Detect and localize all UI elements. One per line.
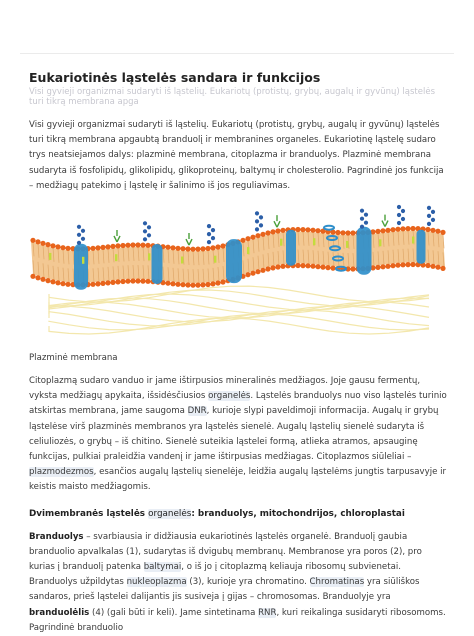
glycan-unit — [255, 227, 259, 231]
glycan-unit — [427, 222, 431, 226]
glycan-unit — [397, 221, 401, 225]
cholesterol — [379, 239, 381, 246]
lipid-head — [60, 281, 65, 286]
lipid-head — [425, 227, 430, 232]
glycan-unit — [207, 240, 211, 244]
link-nukleoplazma[interactable]: nukleoplazma — [126, 577, 187, 588]
lipid-head — [200, 282, 205, 287]
lipid-head — [405, 262, 410, 267]
lipid-head — [260, 268, 265, 273]
lipid-head — [180, 246, 185, 251]
membrane-protein — [152, 244, 163, 284]
lipid-head — [345, 230, 350, 235]
lipid-head — [395, 263, 400, 268]
cytoplasm-paragraph: Citoplazmą sudaro vanduo ir jame ištirpusios mineralinės medžiagos. Joje gausu fermentų, vyksta medžiagų apykaita, išsidėsčiusios organelės. Ląstelės branduolys nuo viso ląstelės turinio atskirtas membrana, jame saugoma DNR, kurioje slypi paveldimoji informacija. Augalų ir grybų ląstelėse virš plazminės membranos yra ląstelės sienelė. Augalų ląstelių sienelė sudaryta iš celiuliozės, o grybų – iš chitino. Sienelė suteikia ląstelei formą, atlieka atramos, apsauginę funkcijas, pulkiai praleidžia vandenį ir jame ištirpusias medžiagas. Citoplazmos siūleliai – plazmodezmos, esančios augalų ląstelių sienelėje, leidžia augalų ląstelėms jungtis tarpusavyje ir keistis maisto medžiagomis. — [29, 376, 447, 493]
lipid-head — [185, 246, 190, 251]
lipid-head — [45, 242, 50, 247]
glycolipid — [274, 215, 280, 227]
lipid-head — [315, 228, 320, 233]
lipid-head — [170, 281, 175, 286]
glycolipid — [186, 233, 192, 245]
lipid-head — [40, 241, 45, 246]
lipid-head — [245, 236, 250, 241]
lipid-head — [115, 243, 120, 248]
lipid-head — [140, 279, 145, 284]
lipid-head — [110, 280, 115, 285]
lipid-head — [125, 243, 130, 248]
cholesterol — [82, 257, 84, 264]
lipid-head — [250, 271, 255, 276]
lipid-head — [40, 277, 45, 282]
cholesterol — [247, 247, 249, 254]
lipid-head — [400, 226, 405, 231]
cholesterol — [49, 253, 51, 260]
cholesterol — [148, 253, 150, 260]
glycan-unit — [255, 219, 259, 223]
link-rnr[interactable]: RNR — [258, 607, 277, 618]
lipid-head — [175, 282, 180, 287]
lipid-head — [435, 265, 440, 270]
lipid-head — [375, 229, 380, 234]
link-dnr[interactable]: DNR — [187, 406, 207, 417]
glycan-unit — [143, 221, 147, 225]
membrane-protein — [226, 239, 242, 283]
lipid-head — [430, 228, 435, 233]
cholesterol — [115, 254, 117, 261]
membrane-protein — [357, 227, 372, 275]
lipid-head — [130, 278, 135, 283]
glycan-unit — [147, 225, 151, 229]
cholesterol — [280, 239, 282, 246]
glycan-unit — [207, 232, 211, 236]
lipid-head — [205, 282, 210, 287]
lipid-head — [260, 232, 265, 237]
lipid-head — [210, 281, 215, 286]
cholesterol — [313, 238, 315, 245]
lipid-head — [245, 272, 250, 277]
lipid-head — [375, 265, 380, 270]
glycan-unit — [259, 223, 263, 227]
lipid-head — [310, 264, 315, 269]
lipid-head — [350, 230, 355, 235]
lipid-head — [135, 242, 140, 247]
glycan-unit — [401, 209, 405, 213]
lipid-head — [90, 246, 95, 251]
lipid-head — [200, 246, 205, 251]
lipid-head — [250, 235, 255, 240]
lipid-head — [385, 264, 390, 269]
cytoskeleton-filament — [49, 306, 429, 322]
glycan-unit — [81, 237, 85, 241]
lipid-head — [165, 281, 170, 286]
lipid-head — [190, 283, 195, 288]
lipid-head — [295, 263, 300, 268]
lipid-head — [215, 280, 220, 285]
lipid-head — [310, 228, 315, 233]
lipid-head — [305, 227, 310, 232]
link-organeles-heading[interactable]: organelės — [148, 508, 192, 519]
glycan-unit — [427, 214, 431, 218]
lipid-head — [95, 245, 100, 250]
glycan-unit — [211, 236, 215, 240]
lipid-head — [130, 242, 135, 247]
lipid-head — [215, 244, 220, 249]
lipid-head — [180, 282, 185, 287]
glycan-unit — [364, 221, 368, 225]
lipid-head — [410, 262, 415, 267]
link-organeles[interactable]: organelės — [208, 391, 251, 402]
lipid-head — [320, 265, 325, 270]
lipid-head — [145, 243, 150, 248]
helix-protein — [324, 226, 334, 230]
glycan-unit — [360, 209, 364, 213]
lipid-head — [440, 230, 445, 235]
lipid-head — [265, 230, 270, 235]
lipid-head — [430, 264, 435, 269]
cholesterol — [346, 241, 348, 248]
lipid-head — [425, 263, 430, 268]
lipid-head — [195, 283, 200, 288]
cholesterol — [181, 257, 183, 264]
lipid-head — [190, 247, 195, 252]
lipid-head — [50, 279, 55, 284]
lipid-head — [275, 264, 280, 269]
lipid-head — [410, 226, 415, 231]
lipid-head — [300, 227, 305, 232]
glycan-unit — [360, 225, 364, 229]
lipid-head — [210, 245, 215, 250]
membrane-protein — [286, 230, 296, 266]
lipid-head — [65, 246, 70, 251]
lipid-head — [100, 281, 105, 286]
lipid-head — [400, 262, 405, 267]
glycan-unit — [143, 237, 147, 241]
lipid-head — [390, 263, 395, 268]
nucleus-paragraph: Branduolys – svarbiausia ir didžiausia eukariotinės ląstelės organelė. Branduolį gaubia branduolio apvalkalas (1), sudarytas iš dvigubų membranų. Membranose yra poros (2), pro kurias į branduolį patenka baltymai, o iš jo į citoplazmą keliauja ribosomų subvienetai. Branduolys užpildytas nukleoplazma (3), kurioje yra chromatino. Chromatinas yra siūliškos sandaros, prieš ląstelei dalijantis jis susiveja į gijas – chromosomas. Branduolyje yra branduolėlis (4) (gali būti ir keli). Jame sintetinama RNR, kuri reikalinga susidaryti ribosomoms. Pagrindinė branduolio — [29, 531, 446, 633]
glycolipid — [382, 215, 388, 227]
lipid-head — [135, 278, 140, 283]
lipid-head — [100, 245, 105, 250]
lipid-head — [65, 282, 70, 287]
glycan-unit — [81, 229, 85, 233]
lipid-head — [280, 228, 285, 233]
lipid-head — [380, 228, 385, 233]
lipid-head — [270, 265, 275, 270]
lipid-head — [380, 264, 385, 269]
glycan-unit — [397, 205, 401, 209]
lipid-head — [120, 243, 125, 248]
lipid-head — [205, 246, 210, 251]
lipid-head — [240, 238, 245, 243]
lipid-head — [300, 263, 305, 268]
lipid-head — [220, 279, 225, 284]
lipid-head — [115, 279, 120, 284]
lipid-head — [105, 280, 110, 285]
lipid-head — [220, 243, 225, 248]
lipid-head — [175, 246, 180, 251]
glycan-unit — [77, 241, 81, 245]
glycolipid — [114, 230, 120, 242]
glycan-unit — [207, 224, 211, 228]
lipid-head — [305, 263, 310, 268]
lipid-head — [435, 229, 440, 234]
lipid-head — [125, 279, 130, 284]
glycan-unit — [431, 210, 435, 214]
lipid-head — [390, 227, 395, 232]
lipid-head — [385, 228, 390, 233]
lipid-head — [195, 247, 200, 252]
lipid-head — [145, 279, 150, 284]
lipid-head — [45, 278, 50, 283]
document-body — [29, 70, 447, 636]
lipid-head — [270, 229, 275, 234]
lipid-head — [55, 280, 60, 285]
lipid-head — [340, 230, 345, 235]
lipid-head — [60, 245, 65, 250]
page-subtitle: Visi gyvieji organizmai sudaryti iš ląstelių. Eukariotų (protistų, grybų, augalų ir gyvūnų) ląstelės turi tikrą membrana apga — [29, 87, 435, 107]
intro-paragraph: Visi gyvieji organizmai sudaryti iš ląstelių. Eukariotų (protistų, grybų, augalų ir gyvūnų) ląstelės turi tikrą membrana apgaubtą branduolį ir membranines organeles. Eukariotinę ląstelę sudaro trys neatsiejamos dalys: plazminė membrana, citoplazma ir branduolys. Plazminė membrana sudaryta iš fosfolipidų, glikolipidų, glikoproteinų, baltymų ir cholesterolio. Pagrindinė jos funkcija – medžiagų patekimo į ląstelę ir šalinimo iš jos reguliavimas. — [29, 120, 444, 191]
lipid-head — [275, 228, 280, 233]
glycan-unit — [211, 228, 215, 232]
lipid-head — [35, 239, 40, 244]
lipid-head — [295, 227, 300, 232]
glycan-unit — [255, 211, 259, 215]
lipid-head — [35, 275, 40, 280]
glycan-unit — [360, 217, 364, 221]
figure-caption: Plazminė membrana — [29, 353, 118, 364]
lipid-head — [105, 244, 110, 249]
lipid-head — [405, 226, 410, 231]
membrane-protein — [417, 230, 426, 264]
glycan-unit — [143, 229, 147, 233]
lipid-head — [440, 266, 445, 271]
lipid-head — [110, 244, 115, 249]
page-title: Eukariotinės ląstelės sandara ir funkcijos — [29, 70, 321, 85]
link-chromatinas[interactable]: Chromatinas — [309, 577, 365, 588]
glycan-unit — [259, 215, 263, 219]
link-baltymai[interactable]: baltymai — [143, 562, 182, 573]
lipid-head — [315, 264, 320, 269]
lipid-head — [335, 230, 340, 235]
glycan-unit — [401, 217, 405, 221]
lipid-head — [170, 245, 175, 250]
cholesterol — [214, 256, 216, 263]
lipid-head — [325, 265, 330, 270]
lipid-head — [255, 269, 260, 274]
lipid-head — [30, 238, 35, 243]
lipid-head — [395, 227, 400, 232]
glycan-unit — [147, 233, 151, 237]
cholesterol — [412, 237, 414, 244]
lipid-head — [90, 282, 95, 287]
lipid-head — [140, 243, 145, 248]
lipid-head — [50, 243, 55, 248]
glycan-unit — [77, 225, 81, 229]
glycan-unit — [427, 206, 431, 210]
top-divider — [20, 53, 454, 54]
lipid-head — [350, 266, 355, 271]
lipid-head — [165, 245, 170, 250]
glycan-unit — [431, 218, 435, 222]
lipid-head — [255, 233, 260, 238]
glycan-unit — [397, 213, 401, 217]
lipid-head — [265, 266, 270, 271]
plasma-membrane-illustration — [29, 199, 447, 339]
membrane-protein — [74, 244, 88, 290]
lipid-head — [330, 266, 335, 271]
lipid-head — [30, 274, 35, 279]
glycan-unit — [364, 213, 368, 217]
lipid-head — [185, 282, 190, 287]
section-heading: Dvimembranės ląstelės organelės: branduolys, mitochondrijos, chloroplastai — [29, 508, 405, 519]
lipid-head — [280, 264, 285, 269]
glycan-unit — [77, 233, 81, 237]
lipid-head — [120, 279, 125, 284]
lipid-head — [55, 244, 60, 249]
link-plazmodezmos[interactable]: plazmodezmos — [29, 467, 94, 478]
lipid-head — [95, 281, 100, 286]
